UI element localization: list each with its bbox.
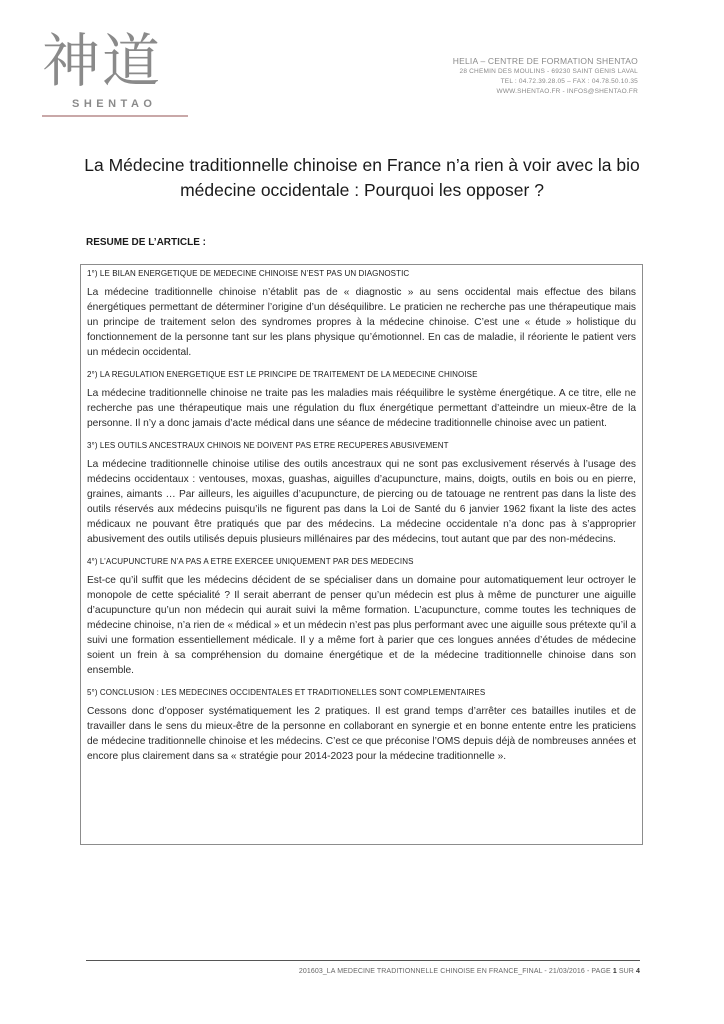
section-heading: 2°) LA REGULATION ENERGETIQUE EST LE PRINCIPE DE TRAITEMENT DE LA MEDECINE CHINOISE xyxy=(87,370,478,379)
contact-block xyxy=(453,55,638,97)
section-body: La médecine traditionnelle chinoise n’établit pas de « diagnostic » au sens occidental mais effectue des bilans énergétiques permettant de déterminer l’origine d’un déséquilibre. Le praticien ne recherche pas une thérapeutique mais un principe de traitement selon des syndromes propres à la médecine chinoise. C’est une « étude » holistique du fonctionnement de la personne tant sur les plans physique qu’émotionnel. En cas de maladie, il réoriente le patient vers un médecin occidental. xyxy=(87,287,636,358)
section-body: La médecine traditionnelle chinoise ne traite pas les maladies mais rééquilibre le système énergétique. A ce titre, elle ne recherche pas une thérapeutique mais une régulation du flux énergétique permettant d’atteindre un mieux-être de la personne. Il n’y a donc jamais d’acte médical dans une séance de médecine traditionnelle chinoise avec un patient. xyxy=(87,388,636,429)
section-heading: 4°) L’ACUPUNCTURE N’A PAS A ETRE EXERCEE UNIQUEMENT PAR DES MEDECINS xyxy=(87,557,414,566)
section-1 xyxy=(87,268,636,360)
footer-page-total: 4 xyxy=(636,968,640,975)
section-4 xyxy=(87,556,636,678)
contact-phone: TEL : 04.72.39.28.05 – FAX : 04.78.50.10.35 xyxy=(500,78,638,85)
footer-doc-ref: 201603_LA MEDECINE TRADITIONNELLE CHINOISE EN FRANCE_FINAL - 21/03/2016 - PAGE xyxy=(298,968,611,975)
contact-name: HELIA – CENTRE DE FORMATION SHENTAO xyxy=(452,56,638,66)
resume-label: RESUME DE L’ARTICLE : xyxy=(86,237,207,248)
document-title xyxy=(60,153,664,203)
section-body: Cessons donc d’opposer systématiquement les 2 pratiques. Il est grand temps d’arrêter ces batailles inutiles et de travailler dans le sens du mieux-être de la personne en collaborant en synergie et en bonne entente entre les praticiens de médecine traditionnelle chinoise et les médecins. C’est ce que préconise l’OMS depuis déjà de nombreuses années et encore plus clairement dans sa « stratégie pour 2014-2023 pour la médecine traditionnelle ». xyxy=(87,706,636,762)
logo xyxy=(42,28,192,118)
section-5 xyxy=(87,687,636,764)
section-heading: 3°) LES OUTILS ANCESTRAUX CHINOIS NE DOIVENT PAS ETRE RECUPERES ABUSIVEMENT xyxy=(87,441,449,450)
section-body: La médecine traditionnelle chinoise utilise des outils ancestraux qui ne sont pas exclusivement réservés à l’usage des médecins occidentaux : ventouses, moxas, guashas, aiguilles d’acupuncture, mains, doigts, outils en bois ou en pierre, graines, aimants … Par ailleurs, les aiguilles d’acupuncture, de piercing ou de tatouage ne rentrent pas dans la liste des outils réservés aux médecins puisqu’ils ne figurent pas dans la Loi de Santé du 6 janvier 1962 fixant la liste des actes médicaux ne pouvant être pratiqués que par des médecins. La médecine occidentale n’a donc pas à s’approprier abusivement des outils utilisés depuis plusieurs millénaires par des médecins, tout autant que par des non-médecins. xyxy=(87,459,636,545)
section-heading: 1°) LE BILAN ENERGETIQUE DE MEDECINE CHINOISE N’EST PAS UN DIAGNOSTIC xyxy=(87,269,410,278)
section-heading: 5°) CONCLUSION : LES MEDECINES OCCIDENTALES ET TRADITIONELLES SONT COMPLEMENTAIRES xyxy=(87,688,486,697)
page-footer xyxy=(299,968,640,975)
section-2 xyxy=(87,369,636,431)
logo-text: SHENTAO xyxy=(72,98,157,110)
footer-page-of: SUR xyxy=(618,968,634,975)
logo-underline xyxy=(42,115,188,117)
section-3 xyxy=(87,440,636,547)
contact-web: WWW.SHENTAO.FR - INFOS@SHENTAO.FR xyxy=(496,88,638,95)
contact-address: 28 CHEMIN DES MOULINS - 69230 SAINT GENIS LAVAL xyxy=(459,68,638,75)
summary-box xyxy=(80,264,643,845)
logo-characters: 神道 xyxy=(42,27,163,95)
footer-divider xyxy=(86,960,640,961)
title-line-1: La Médecine traditionnelle chinoise en France n’a rien à voir avec la bio xyxy=(84,155,640,175)
title-line-2: médecine occidentale : Pourquoi les opposer ? xyxy=(180,180,544,200)
footer-page-current: 1 xyxy=(612,968,617,975)
section-body: Est-ce qu’il suffit que les médecins décident de se spécialiser dans un domaine pour automatiquement leur octroyer le monopole de cette spécialité ? Il serait aberrant de penser qu’un médecin est plus à même de puncturer une aiguille d’acupuncture qu’un non médecin qui aurait suivi la même formation. L’acupuncture, comme toutes les techniques de médecine chinoise, n’a rien de « médical » et un médecin n’est pas plus performant avec une aiguille sous prétexte qu’il a suivi une formation essentiellement médicale. Il y a même fort à parier que ces longues années d’études de médecine soient un frein à sa compréhension du domaine énergétique et de la médecine traditionnelle chinoise dans son ensemble. xyxy=(87,575,636,676)
